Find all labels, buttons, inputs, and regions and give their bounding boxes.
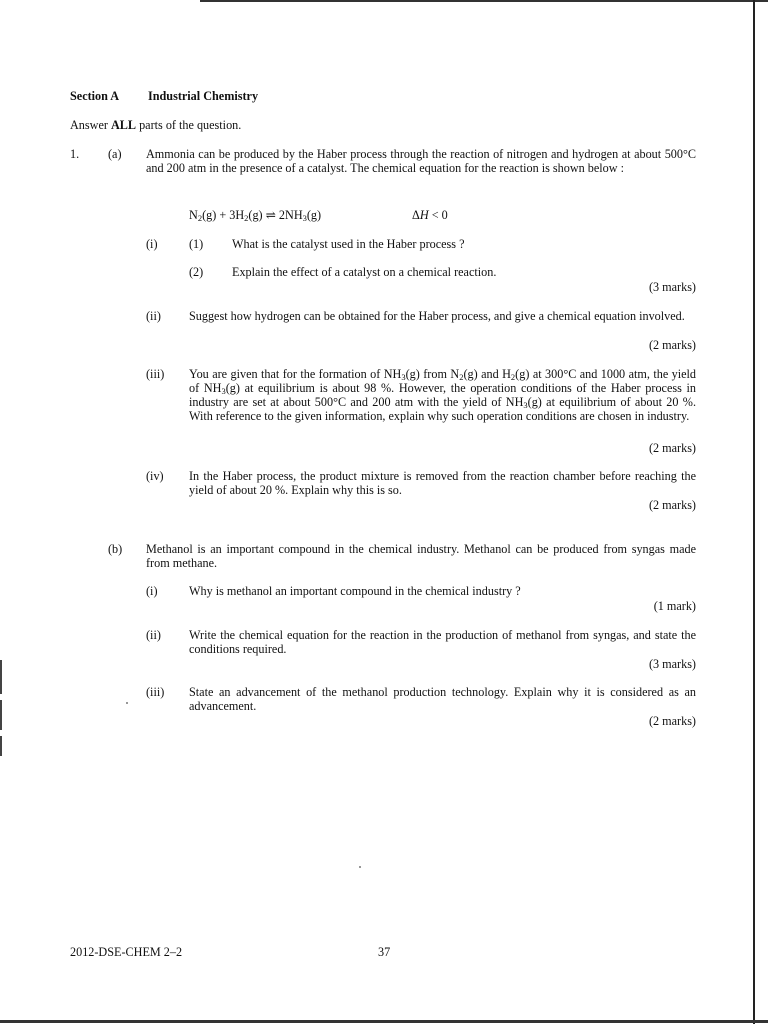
scan-border-right xyxy=(753,0,755,1024)
instruction: Answer ALL parts of the question. xyxy=(70,118,242,132)
part-a-ii-marks: (2 marks) xyxy=(648,338,696,352)
part-a-iii-marks: (2 marks) xyxy=(648,441,696,455)
part-a-intro: Ammonia can be produced by the Haber process through the reaction of nitrogen and hydrogen at about 500°C and 200 atm in the presence of a catalyst. The chemical equation for the reaction is shown below : xyxy=(146,147,696,175)
part-a-iii-label: (iii) xyxy=(146,367,165,381)
question-number: 1. xyxy=(70,147,80,161)
scan-speck xyxy=(359,866,361,868)
scan-border-top xyxy=(200,0,768,2)
section-title: Industrial Chemistry xyxy=(148,89,259,103)
scan-mark xyxy=(0,660,2,694)
part-b-iii-text: State an advancement of the methanol production technology. Explain why it is considered as an advancement. xyxy=(189,685,696,713)
scan-mark xyxy=(0,736,2,756)
part-b-ii-marks: (3 marks) xyxy=(648,657,696,671)
enthalpy-change: ΔH < 0 xyxy=(412,208,448,222)
scan-border-bottom xyxy=(0,1020,768,1023)
part-a-iv-marks: (2 marks) xyxy=(648,498,696,512)
part-b-ii-text: Write the chemical equation for the reaction in the production of methanol from syngas, and state the conditions required. xyxy=(189,628,696,656)
part-a-ii-label: (ii) xyxy=(146,309,161,323)
part-b-i-text: Why is methanol an important compound in the chemical industry ? xyxy=(189,584,521,598)
part-a-i-2-label: (2) xyxy=(189,265,204,279)
part-a-iv-text: In the Haber process, the product mixture is removed from the reaction chamber before reaching the yield of about 20 %. Explain why this is so. xyxy=(189,469,696,497)
part-a-label: (a) xyxy=(108,147,122,161)
part-b-iii-label: (iii) xyxy=(146,685,165,699)
part-a-ii-text: Suggest how hydrogen can be obtained for the Haber process, and give a chemical equation involved. xyxy=(189,309,685,323)
part-a-i-2-text: Explain the effect of a catalyst on a chemical reaction. xyxy=(232,265,497,279)
part-a-i-1-label: (1) xyxy=(189,237,204,251)
scan-mark xyxy=(0,700,2,730)
part-a-iii-text: You are given that for the formation of $NH_3(g)$ from $N_2(g)$ and $H_2(g)$ at 300°C and 1000 atm, the yield of $NH_3(g)$ at equilibrium is about 98 %. However, the operation conditions of the Haber process in industry are set at about 500°C and 200 atm with the yield of $NH_3(g)$ at equilibrium of about 20 %. With reference to the given information, explain why such operation conditions are chosen in industry. xyxy=(189,367,697,423)
part-a-i-marks: (3 marks) xyxy=(648,280,696,294)
part-a-i-1-text: What is the catalyst used in the Haber process ? xyxy=(232,237,465,251)
part-b-iii-marks: (2 marks) xyxy=(648,714,696,728)
part-a-i-label: (i) xyxy=(146,237,158,251)
page-number: 37 xyxy=(378,945,391,959)
paper-code: 2012-DSE-CHEM 2–2 xyxy=(70,945,183,959)
part-b-intro: Methanol is an important compound in the chemical industry. Methanol can be produced from syngas made from methane. xyxy=(146,542,696,570)
equilibrium-arrow: ⇌ xyxy=(265,208,276,222)
haber-equation: $N_2(g) + 3H_2(g)$ ⇌ $2NH_3(g)$ xyxy=(189,208,322,223)
part-b-i-label: (i) xyxy=(146,584,158,598)
scan-speck xyxy=(126,702,128,704)
part-b-label: (b) xyxy=(108,542,123,556)
section-label: Section A xyxy=(70,89,120,103)
part-b-i-marks: (1 mark) xyxy=(653,599,696,613)
part-b-ii-label: (ii) xyxy=(146,628,161,642)
part-a-iv-label: (iv) xyxy=(146,469,164,483)
